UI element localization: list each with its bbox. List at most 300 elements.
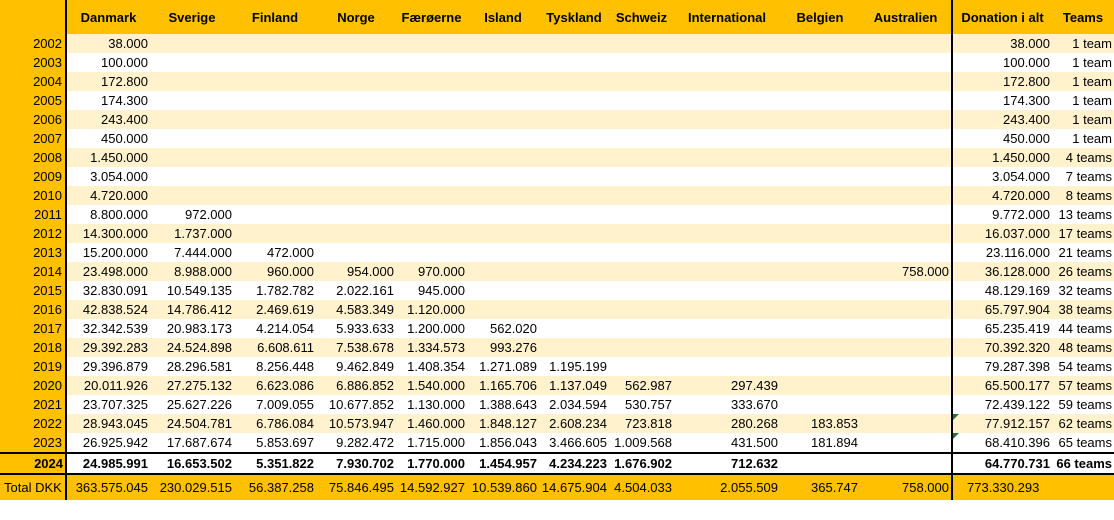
cell-sverige[interactable] (150, 72, 234, 91)
cell-norge[interactable] (316, 72, 396, 91)
cell-island[interactable] (467, 262, 539, 281)
donation-total-cell[interactable]: 65.797.904 (952, 300, 1052, 319)
cell-norge[interactable]: 6.886.852 (316, 376, 396, 395)
cell-faeroerne[interactable] (396, 129, 467, 148)
cell-sverige[interactable]: 1.737.000 (150, 224, 234, 243)
donation-total-cell[interactable]: 1.450.000 (952, 148, 1052, 167)
cell-finland[interactable]: 2.469.619 (234, 300, 316, 319)
cell-tyskland[interactable] (539, 110, 609, 129)
cell-belgien[interactable] (780, 300, 860, 319)
cell-norge[interactable]: 10.677.852 (316, 395, 396, 414)
cell-belgien[interactable] (780, 53, 860, 72)
cell-australien[interactable]: 758.000 (860, 262, 952, 281)
donation-total-cell[interactable]: 243.400 (952, 110, 1052, 129)
cell-international[interactable]: 333.670 (674, 395, 780, 414)
cell-faeroerne[interactable] (396, 72, 467, 91)
cell-norge[interactable] (316, 205, 396, 224)
cell-finland[interactable]: 6.786.084 (234, 414, 316, 433)
cell-schweiz[interactable] (609, 110, 674, 129)
cell-finland[interactable] (234, 205, 316, 224)
cell-schweiz[interactable] (609, 243, 674, 262)
cell-international[interactable] (674, 72, 780, 91)
cell-international[interactable]: 297.439 (674, 376, 780, 395)
cell-norge[interactable]: 7.930.702 (316, 453, 396, 474)
cell-schweiz[interactable] (609, 129, 674, 148)
teams-cell[interactable]: 59 teams (1052, 395, 1114, 414)
cell-australien[interactable] (860, 34, 952, 53)
cell-australien[interactable] (860, 53, 952, 72)
cell-tyskland[interactable]: 2.608.234 (539, 414, 609, 433)
year-cell[interactable]: 2003 (0, 53, 66, 72)
cell-danmark[interactable]: 3.054.000 (66, 167, 150, 186)
cell-island[interactable] (467, 34, 539, 53)
cell-international[interactable] (674, 91, 780, 110)
teams-cell[interactable]: 62 teams (1052, 414, 1114, 433)
cell-island[interactable] (467, 129, 539, 148)
teams-cell[interactable]: 7 teams (1052, 167, 1114, 186)
cell-island[interactable] (467, 167, 539, 186)
cell-norge[interactable]: 7.538.678 (316, 338, 396, 357)
teams-cell[interactable]: 1 team (1052, 110, 1114, 129)
cell-norge[interactable]: 9.282.472 (316, 433, 396, 453)
cell-island[interactable] (467, 243, 539, 262)
cell-danmark[interactable]: 29.396.879 (66, 357, 150, 376)
cell-belgien[interactable] (780, 395, 860, 414)
cell-tyskland[interactable]: 1.137.049 (539, 376, 609, 395)
cell-belgien[interactable] (780, 224, 860, 243)
cell-australien[interactable] (860, 338, 952, 357)
teams-cell[interactable]: 48 teams (1052, 338, 1114, 357)
teams-cell[interactable]: 8 teams (1052, 186, 1114, 205)
total-danmark[interactable]: 363.575.045 (66, 474, 150, 500)
header-teams[interactable]: Teams (1052, 0, 1114, 34)
cell-island[interactable] (467, 224, 539, 243)
cell-australien[interactable] (860, 167, 952, 186)
cell-belgien[interactable] (780, 110, 860, 129)
total-island[interactable]: 10.539.860 (467, 474, 539, 500)
cell-schweiz[interactable] (609, 34, 674, 53)
teams-cell[interactable]: 32 teams (1052, 281, 1114, 300)
cell-international[interactable] (674, 53, 780, 72)
donation-total-cell[interactable]: 174.300 (952, 91, 1052, 110)
cell-island[interactable] (467, 72, 539, 91)
total-label[interactable]: Total DKK (0, 474, 66, 500)
donation-total-cell[interactable]: 72.439.122 (952, 395, 1052, 414)
cell-international[interactable] (674, 205, 780, 224)
year-cell[interactable]: 2009 (0, 167, 66, 186)
header-island[interactable]: Island (467, 0, 539, 34)
cell-international[interactable] (674, 243, 780, 262)
cell-schweiz[interactable] (609, 300, 674, 319)
cell-finland[interactable] (234, 224, 316, 243)
cell-finland[interactable]: 8.256.448 (234, 357, 316, 376)
year-cell[interactable]: 2020 (0, 376, 66, 395)
cell-international[interactable] (674, 319, 780, 338)
cell-danmark[interactable]: 24.985.991 (66, 453, 150, 474)
cell-international[interactable]: 712.632 (674, 453, 780, 474)
cell-sverige[interactable]: 25.627.226 (150, 395, 234, 414)
cell-faeroerne[interactable]: 1.715.000 (396, 433, 467, 453)
cell-international[interactable] (674, 167, 780, 186)
cell-island[interactable]: 562.020 (467, 319, 539, 338)
total-faeroerne[interactable]: 14.592.927 (396, 474, 467, 500)
cell-tyskland[interactable] (539, 224, 609, 243)
total-belgien[interactable]: 365.747 (780, 474, 860, 500)
cell-belgien[interactable] (780, 357, 860, 376)
cell-island[interactable]: 1.271.089 (467, 357, 539, 376)
cell-faeroerne[interactable] (396, 110, 467, 129)
cell-norge[interactable] (316, 129, 396, 148)
cell-danmark[interactable]: 15.200.000 (66, 243, 150, 262)
total-schweiz[interactable]: 4.504.033 (609, 474, 674, 500)
cell-sverige[interactable]: 17.687.674 (150, 433, 234, 453)
cell-finland[interactable] (234, 148, 316, 167)
cell-tyskland[interactable] (539, 72, 609, 91)
cell-danmark[interactable]: 28.943.045 (66, 414, 150, 433)
cell-sverige[interactable]: 8.988.000 (150, 262, 234, 281)
cell-island[interactable]: 1.454.957 (467, 453, 539, 474)
cell-tyskland[interactable]: 1.195.199 (539, 357, 609, 376)
cell-danmark[interactable]: 243.400 (66, 110, 150, 129)
cell-sverige[interactable] (150, 129, 234, 148)
total-norge[interactable]: 75.846.495 (316, 474, 396, 500)
year-cell[interactable]: 2005 (0, 91, 66, 110)
cell-danmark[interactable]: 174.300 (66, 91, 150, 110)
cell-schweiz[interactable]: 723.818 (609, 414, 674, 433)
cell-australien[interactable] (860, 300, 952, 319)
cell-belgien[interactable] (780, 262, 860, 281)
cell-sverige[interactable]: 24.504.781 (150, 414, 234, 433)
year-cell[interactable]: 2017 (0, 319, 66, 338)
cell-australien[interactable] (860, 376, 952, 395)
cell-finland[interactable] (234, 110, 316, 129)
cell-danmark[interactable]: 450.000 (66, 129, 150, 148)
donation-total-cell[interactable]: 9.772.000 (952, 205, 1052, 224)
cell-australien[interactable] (860, 395, 952, 414)
header-donation[interactable]: Donation i alt (952, 0, 1052, 34)
cell-faeroerne[interactable] (396, 53, 467, 72)
donation-total-cell[interactable]: 79.287.398 (952, 357, 1052, 376)
cell-faeroerne[interactable]: 1.334.573 (396, 338, 467, 357)
cell-tyskland[interactable] (539, 34, 609, 53)
total-australien[interactable]: 758.000 (860, 474, 952, 500)
cell-faeroerne[interactable]: 1.770.000 (396, 453, 467, 474)
header-sverige[interactable]: Sverige (150, 0, 234, 34)
cell-schweiz[interactable] (609, 53, 674, 72)
cell-faeroerne[interactable] (396, 186, 467, 205)
cell-faeroerne[interactable]: 1.540.000 (396, 376, 467, 395)
cell-international[interactable]: 280.268 (674, 414, 780, 433)
donation-total-cell[interactable]: 172.800 (952, 72, 1052, 91)
cell-belgien[interactable] (780, 243, 860, 262)
cell-danmark[interactable]: 38.000 (66, 34, 150, 53)
cell-faeroerne[interactable]: 1.460.000 (396, 414, 467, 433)
header-schweiz[interactable]: Schweiz (609, 0, 674, 34)
cell-australien[interactable] (860, 110, 952, 129)
year-cell[interactable]: 2006 (0, 110, 66, 129)
donation-total-cell[interactable]: 3.054.000 (952, 167, 1052, 186)
cell-belgien[interactable] (780, 91, 860, 110)
cell-island[interactable]: 1.856.043 (467, 433, 539, 453)
cell-tyskland[interactable] (539, 243, 609, 262)
cell-international[interactable] (674, 281, 780, 300)
teams-cell[interactable]: 13 teams (1052, 205, 1114, 224)
header-international[interactable]: International (674, 0, 780, 34)
cell-schweiz[interactable] (609, 167, 674, 186)
cell-schweiz[interactable] (609, 281, 674, 300)
cell-belgien[interactable] (780, 148, 860, 167)
cell-sverige[interactable] (150, 91, 234, 110)
cell-danmark[interactable]: 23.707.325 (66, 395, 150, 414)
cell-schweiz[interactable] (609, 186, 674, 205)
cell-schweiz[interactable] (609, 338, 674, 357)
cell-norge[interactable] (316, 53, 396, 72)
total-tyskland[interactable]: 14.675.904 (539, 474, 609, 500)
cell-norge[interactable]: 4.583.349 (316, 300, 396, 319)
cell-belgien[interactable] (780, 319, 860, 338)
cell-tyskland[interactable] (539, 281, 609, 300)
cell-sverige[interactable]: 28.296.581 (150, 357, 234, 376)
cell-sverige[interactable] (150, 34, 234, 53)
cell-tyskland[interactable] (539, 300, 609, 319)
year-cell[interactable]: 2022 (0, 414, 66, 433)
teams-cell[interactable]: 4 teams (1052, 148, 1114, 167)
cell-sverige[interactable]: 24.524.898 (150, 338, 234, 357)
total-donation[interactable]: 773.330.293 (952, 474, 1052, 500)
total-finland[interactable]: 56.387.258 (234, 474, 316, 500)
cell-sverige[interactable]: 20.983.173 (150, 319, 234, 338)
cell-australien[interactable] (860, 243, 952, 262)
cell-island[interactable]: 1.165.706 (467, 376, 539, 395)
cell-sverige[interactable]: 10.549.135 (150, 281, 234, 300)
cell-australien[interactable] (860, 224, 952, 243)
cell-finland[interactable]: 7.009.055 (234, 395, 316, 414)
cell-schweiz[interactable] (609, 224, 674, 243)
header-belgien[interactable]: Belgien (780, 0, 860, 34)
header-faeroerne[interactable]: Færøerne (396, 0, 467, 34)
cell-faeroerne[interactable] (396, 243, 467, 262)
cell-sverige[interactable]: 7.444.000 (150, 243, 234, 262)
year-cell[interactable]: 2007 (0, 129, 66, 148)
donation-total-cell[interactable]: 65.235.419 (952, 319, 1052, 338)
cell-faeroerne[interactable]: 1.120.000 (396, 300, 467, 319)
cell-finland[interactable]: 1.782.782 (234, 281, 316, 300)
cell-belgien[interactable] (780, 129, 860, 148)
cell-tyskland[interactable] (539, 205, 609, 224)
cell-faeroerne[interactable]: 970.000 (396, 262, 467, 281)
cell-danmark[interactable]: 100.000 (66, 53, 150, 72)
teams-cell[interactable]: 65 teams (1052, 433, 1114, 453)
header-corner[interactable] (0, 0, 66, 34)
cell-norge[interactable]: 10.573.947 (316, 414, 396, 433)
cell-island[interactable] (467, 148, 539, 167)
year-cell[interactable]: 2011 (0, 205, 66, 224)
header-australien[interactable]: Australien (860, 0, 952, 34)
cell-sverige[interactable]: 14.786.412 (150, 300, 234, 319)
year-cell[interactable]: 2004 (0, 72, 66, 91)
cell-belgien[interactable] (780, 338, 860, 357)
cell-australien[interactable] (860, 72, 952, 91)
donation-total-cell[interactable]: 65.500.177 (952, 376, 1052, 395)
cell-faeroerne[interactable] (396, 205, 467, 224)
cell-tyskland[interactable]: 2.034.594 (539, 395, 609, 414)
cell-faeroerne[interactable]: 1.130.000 (396, 395, 467, 414)
donation-total-cell[interactable]: 68.410.396 (952, 433, 1052, 453)
cell-finland[interactable] (234, 72, 316, 91)
year-cell[interactable]: 2013 (0, 243, 66, 262)
cell-sverige[interactable] (150, 186, 234, 205)
cell-norge[interactable] (316, 148, 396, 167)
cell-finland[interactable]: 6.623.086 (234, 376, 316, 395)
year-cell[interactable]: 2008 (0, 148, 66, 167)
cell-finland[interactable] (234, 53, 316, 72)
cell-finland[interactable]: 5.351.822 (234, 453, 316, 474)
cell-international[interactable] (674, 300, 780, 319)
cell-danmark[interactable]: 14.300.000 (66, 224, 150, 243)
cell-finland[interactable]: 4.214.054 (234, 319, 316, 338)
cell-schweiz[interactable] (609, 262, 674, 281)
cell-schweiz[interactable]: 562.987 (609, 376, 674, 395)
cell-belgien[interactable] (780, 167, 860, 186)
cell-island[interactable] (467, 205, 539, 224)
donation-total-cell[interactable]: 23.116.000 (952, 243, 1052, 262)
cell-norge[interactable] (316, 224, 396, 243)
teams-cell[interactable]: 1 team (1052, 72, 1114, 91)
cell-belgien[interactable] (780, 376, 860, 395)
cell-island[interactable] (467, 91, 539, 110)
total-international[interactable]: 2.055.509 (674, 474, 780, 500)
cell-finland[interactable] (234, 129, 316, 148)
cell-international[interactable]: 431.500 (674, 433, 780, 453)
donation-total-cell[interactable]: 4.720.000 (952, 186, 1052, 205)
cell-norge[interactable]: 2.022.161 (316, 281, 396, 300)
year-cell[interactable]: 2023 (0, 433, 66, 453)
cell-sverige[interactable] (150, 167, 234, 186)
cell-belgien[interactable] (780, 34, 860, 53)
cell-australien[interactable] (860, 453, 952, 474)
donation-total-cell[interactable]: 38.000 (952, 34, 1052, 53)
cell-norge[interactable] (316, 167, 396, 186)
cell-belgien[interactable] (780, 186, 860, 205)
cell-danmark[interactable]: 32.342.539 (66, 319, 150, 338)
year-cell[interactable]: 2015 (0, 281, 66, 300)
cell-belgien[interactable]: 181.894 (780, 433, 860, 453)
cell-australien[interactable] (860, 357, 952, 376)
teams-cell[interactable]: 1 team (1052, 129, 1114, 148)
cell-international[interactable] (674, 262, 780, 281)
cell-schweiz[interactable] (609, 205, 674, 224)
cell-norge[interactable]: 5.933.633 (316, 319, 396, 338)
cell-norge[interactable] (316, 110, 396, 129)
cell-norge[interactable] (316, 34, 396, 53)
cell-international[interactable] (674, 34, 780, 53)
donation-total-cell[interactable]: 64.770.731 (952, 453, 1052, 474)
cell-australien[interactable] (860, 91, 952, 110)
cell-island[interactable] (467, 281, 539, 300)
cell-tyskland[interactable] (539, 167, 609, 186)
cell-faeroerne[interactable]: 1.200.000 (396, 319, 467, 338)
cell-danmark[interactable]: 172.800 (66, 72, 150, 91)
teams-cell[interactable]: 38 teams (1052, 300, 1114, 319)
cell-schweiz[interactable]: 530.757 (609, 395, 674, 414)
cell-faeroerne[interactable]: 945.000 (396, 281, 467, 300)
cell-island[interactable] (467, 110, 539, 129)
cell-sverige[interactable]: 16.653.502 (150, 453, 234, 474)
cell-finland[interactable]: 472.000 (234, 243, 316, 262)
cell-schweiz[interactable] (609, 91, 674, 110)
cell-norge[interactable] (316, 186, 396, 205)
cell-danmark[interactable]: 26.925.942 (66, 433, 150, 453)
year-cell[interactable]: 2021 (0, 395, 66, 414)
cell-international[interactable] (674, 148, 780, 167)
teams-cell[interactable]: 57 teams (1052, 376, 1114, 395)
cell-finland[interactable] (234, 186, 316, 205)
cell-finland[interactable] (234, 91, 316, 110)
cell-international[interactable] (674, 357, 780, 376)
cell-international[interactable] (674, 129, 780, 148)
teams-cell[interactable]: 44 teams (1052, 319, 1114, 338)
cell-tyskland[interactable] (539, 319, 609, 338)
cell-faeroerne[interactable] (396, 91, 467, 110)
cell-australien[interactable] (860, 319, 952, 338)
cell-norge[interactable]: 954.000 (316, 262, 396, 281)
cell-finland[interactable]: 960.000 (234, 262, 316, 281)
cell-faeroerne[interactable] (396, 224, 467, 243)
year-cell[interactable]: 2014 (0, 262, 66, 281)
cell-australien[interactable] (860, 414, 952, 433)
cell-faeroerne[interactable]: 1.408.354 (396, 357, 467, 376)
cell-schweiz[interactable]: 1.676.902 (609, 453, 674, 474)
cell-finland[interactable]: 5.853.697 (234, 433, 316, 453)
cell-belgien[interactable] (780, 281, 860, 300)
cell-sverige[interactable]: 972.000 (150, 205, 234, 224)
cell-schweiz[interactable] (609, 357, 674, 376)
cell-tyskland[interactable] (539, 53, 609, 72)
donation-total-cell[interactable]: 16.037.000 (952, 224, 1052, 243)
header-danmark[interactable]: Danmark (66, 0, 150, 34)
year-cell[interactable]: 2010 (0, 186, 66, 205)
cell-island[interactable] (467, 300, 539, 319)
cell-faeroerne[interactable] (396, 148, 467, 167)
cell-belgien[interactable]: 183.853 (780, 414, 860, 433)
donation-total-cell[interactable]: 48.129.169 (952, 281, 1052, 300)
cell-international[interactable] (674, 110, 780, 129)
teams-cell[interactable]: 1 team (1052, 91, 1114, 110)
cell-belgien[interactable] (780, 453, 860, 474)
cell-tyskland[interactable] (539, 186, 609, 205)
cell-tyskland[interactable]: 3.466.605 (539, 433, 609, 453)
year-cell[interactable]: 2018 (0, 338, 66, 357)
year-cell[interactable]: 2002 (0, 34, 66, 53)
cell-tyskland[interactable] (539, 148, 609, 167)
teams-cell[interactable]: 1 team (1052, 34, 1114, 53)
cell-schweiz[interactable] (609, 72, 674, 91)
cell-australien[interactable] (860, 148, 952, 167)
teams-cell[interactable]: 26 teams (1052, 262, 1114, 281)
cell-norge[interactable]: 9.462.849 (316, 357, 396, 376)
cell-danmark[interactable]: 4.720.000 (66, 186, 150, 205)
cell-finland[interactable] (234, 167, 316, 186)
cell-schweiz[interactable]: 1.009.568 (609, 433, 674, 453)
cell-international[interactable] (674, 186, 780, 205)
header-tyskland[interactable]: Tyskland (539, 0, 609, 34)
cell-danmark[interactable]: 42.838.524 (66, 300, 150, 319)
cell-danmark[interactable]: 32.830.091 (66, 281, 150, 300)
cell-tyskland[interactable] (539, 338, 609, 357)
cell-norge[interactable] (316, 243, 396, 262)
cell-island[interactable]: 1.388.643 (467, 395, 539, 414)
year-cell[interactable]: 2012 (0, 224, 66, 243)
